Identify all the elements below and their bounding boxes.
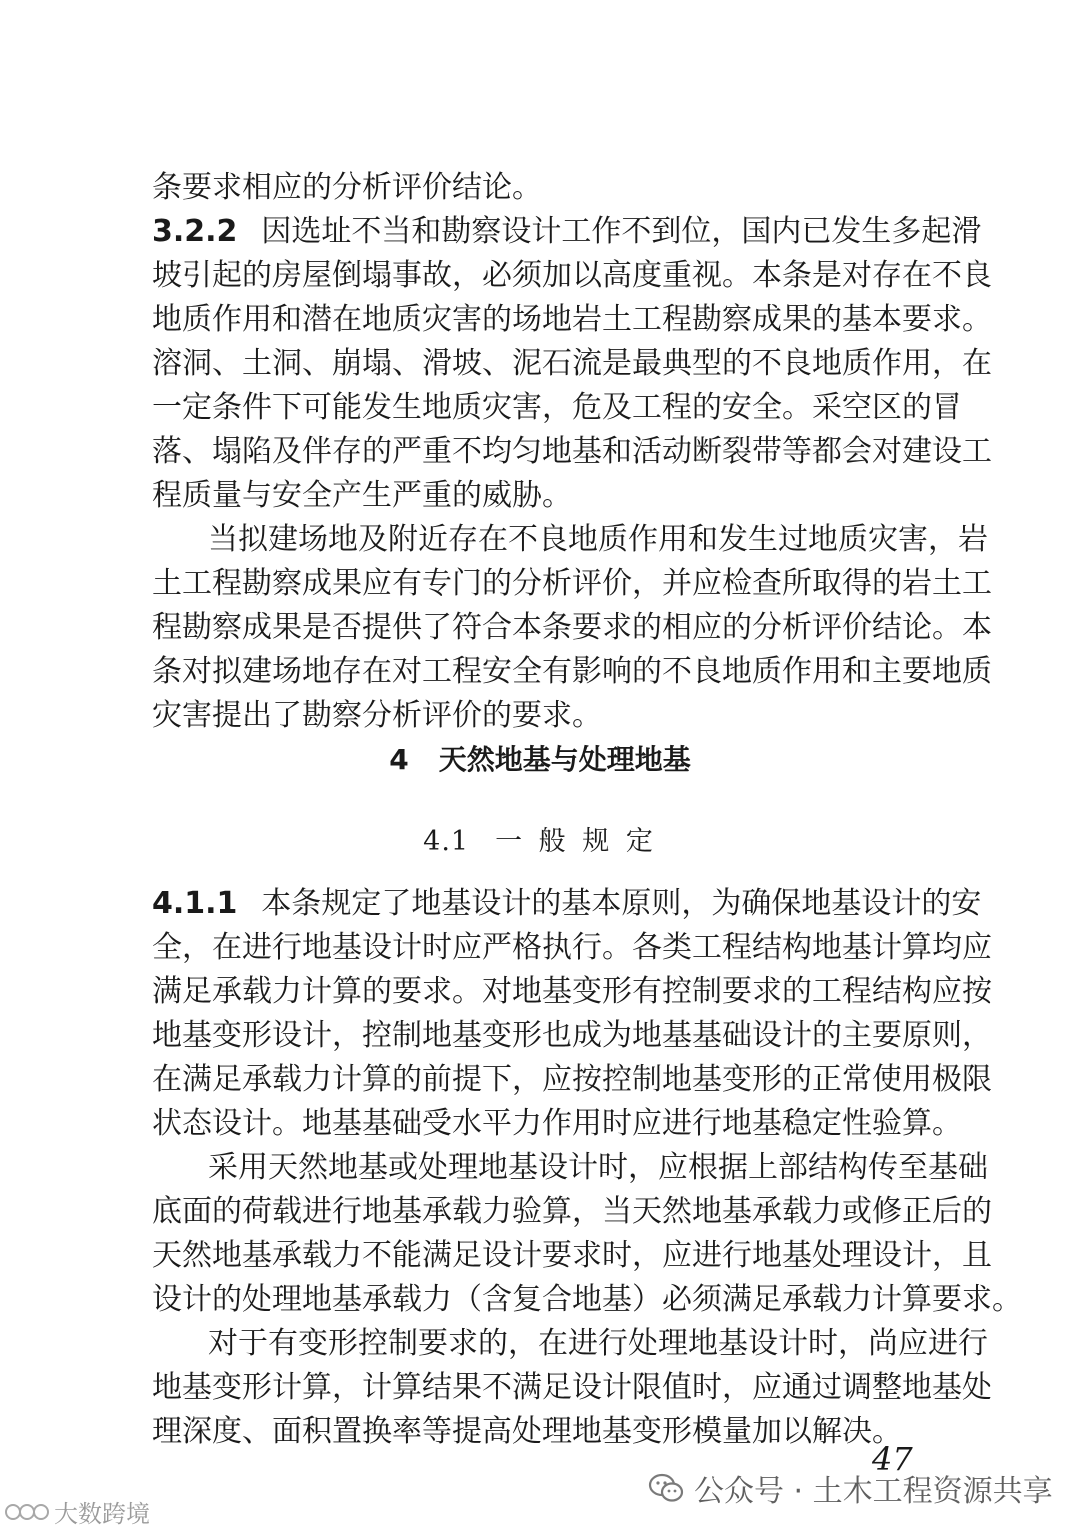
chapter-heading: 4 天然地基与处理地基 <box>389 743 691 776</box>
text-line: 灾害提出了勘察分析评价的要求。 <box>152 698 602 733</box>
text-line: 地基变形设计，控制地基变形也成为地基基础设计的主要原则， <box>152 1018 992 1053</box>
text-line: 地质作用和潜在地质灾害的场地岩土工程勘察成果的基本要求。 <box>152 302 992 337</box>
text-line: 设计的处理地基承载力（含复合地基）必须满足承载力计算要求。 <box>152 1282 1022 1317</box>
text-line: 采用天然地基或处理地基设计时，应根据上部结构传至基础 <box>208 1150 988 1185</box>
text-line: 全，在进行地基设计时应严格执行。各类工程结构地基计算均应 <box>152 930 992 965</box>
text-line: 满足承载力计算的要求。对地基变形有控制要求的工程结构应按 <box>152 974 992 1009</box>
wechat-icon <box>648 1473 684 1503</box>
text-line: 对于有变形控制要求的，在进行处理地基设计时，尚应进行 <box>208 1326 988 1361</box>
watermark-brand: 大数跨境 <box>4 1494 150 1529</box>
text-line: 条对拟建场地存在对工程安全有影响的不良地质作用和主要地质 <box>152 654 992 689</box>
text-line: 一定条件下可能发生地质灾害，危及工程的安全。采空区的冒 <box>152 390 962 425</box>
text-line: 条要求相应的分析评价结论。 <box>152 170 542 205</box>
text-line: 天然地基承载力不能满足设计要求时，应进行地基处理设计，且 <box>152 1238 992 1273</box>
section-heading: 4.1 一 般 规 定 <box>423 826 657 857</box>
text-line: 3.2.2 因选址不当和勘察设计工作不到位，国内已发生多起滑 <box>152 214 982 249</box>
watermark-wechat: 公众号 · 土木工程资源共享 <box>648 1466 1053 1510</box>
text-line: 底面的荷载进行地基承载力验算，当天然地基承载力或修正后的 <box>152 1194 992 1229</box>
text-line: 程勘察成果是否提供了符合本条要求的相应的分析评价结论。本 <box>152 610 992 645</box>
page-number: 47 <box>872 1440 913 1478</box>
text-line: 坡引起的房屋倒塌事故，必须加以高度重视。本条是对存在不良 <box>152 258 992 293</box>
clause-number: 3.2.2 <box>152 214 238 249</box>
clause-number: 4.1.1 <box>152 886 238 921</box>
text-line: 4.1.1 本条规定了地基设计的基本原则，为确保地基设计的安 <box>152 886 982 921</box>
text-line: 程质量与安全产生严重的威胁。 <box>152 478 572 513</box>
text-line: 地基变形计算，计算结果不满足设计限值时，应通过调整地基处 <box>152 1370 992 1405</box>
text-line: 在满足承载力计算的前提下，应按控制地基变形的正常使用极限 <box>152 1062 992 1097</box>
text-line: 状态设计。地基基础受水平力作用时应进行地基稳定性验算。 <box>152 1106 962 1141</box>
text-line: 当拟建场地及附近存在不良地质作用和发生过地质灾害，岩 <box>208 522 988 557</box>
text-line: 土工程勘察成果应有专门的分析评价，并应检查所取得的岩土工 <box>152 566 992 601</box>
text-line: 落、塌陷及伴存的严重不均匀地基和活动断裂带等都会对建设工 <box>152 434 992 469</box>
brand-logo-icon <box>4 1500 50 1524</box>
text-line: 溶洞、土洞、崩塌、滑坡、泥石流是最典型的不良地质作用，在 <box>152 346 992 381</box>
text-line: 理深度、面积置换率等提高处理地基变形模量加以解决。 <box>152 1414 902 1449</box>
